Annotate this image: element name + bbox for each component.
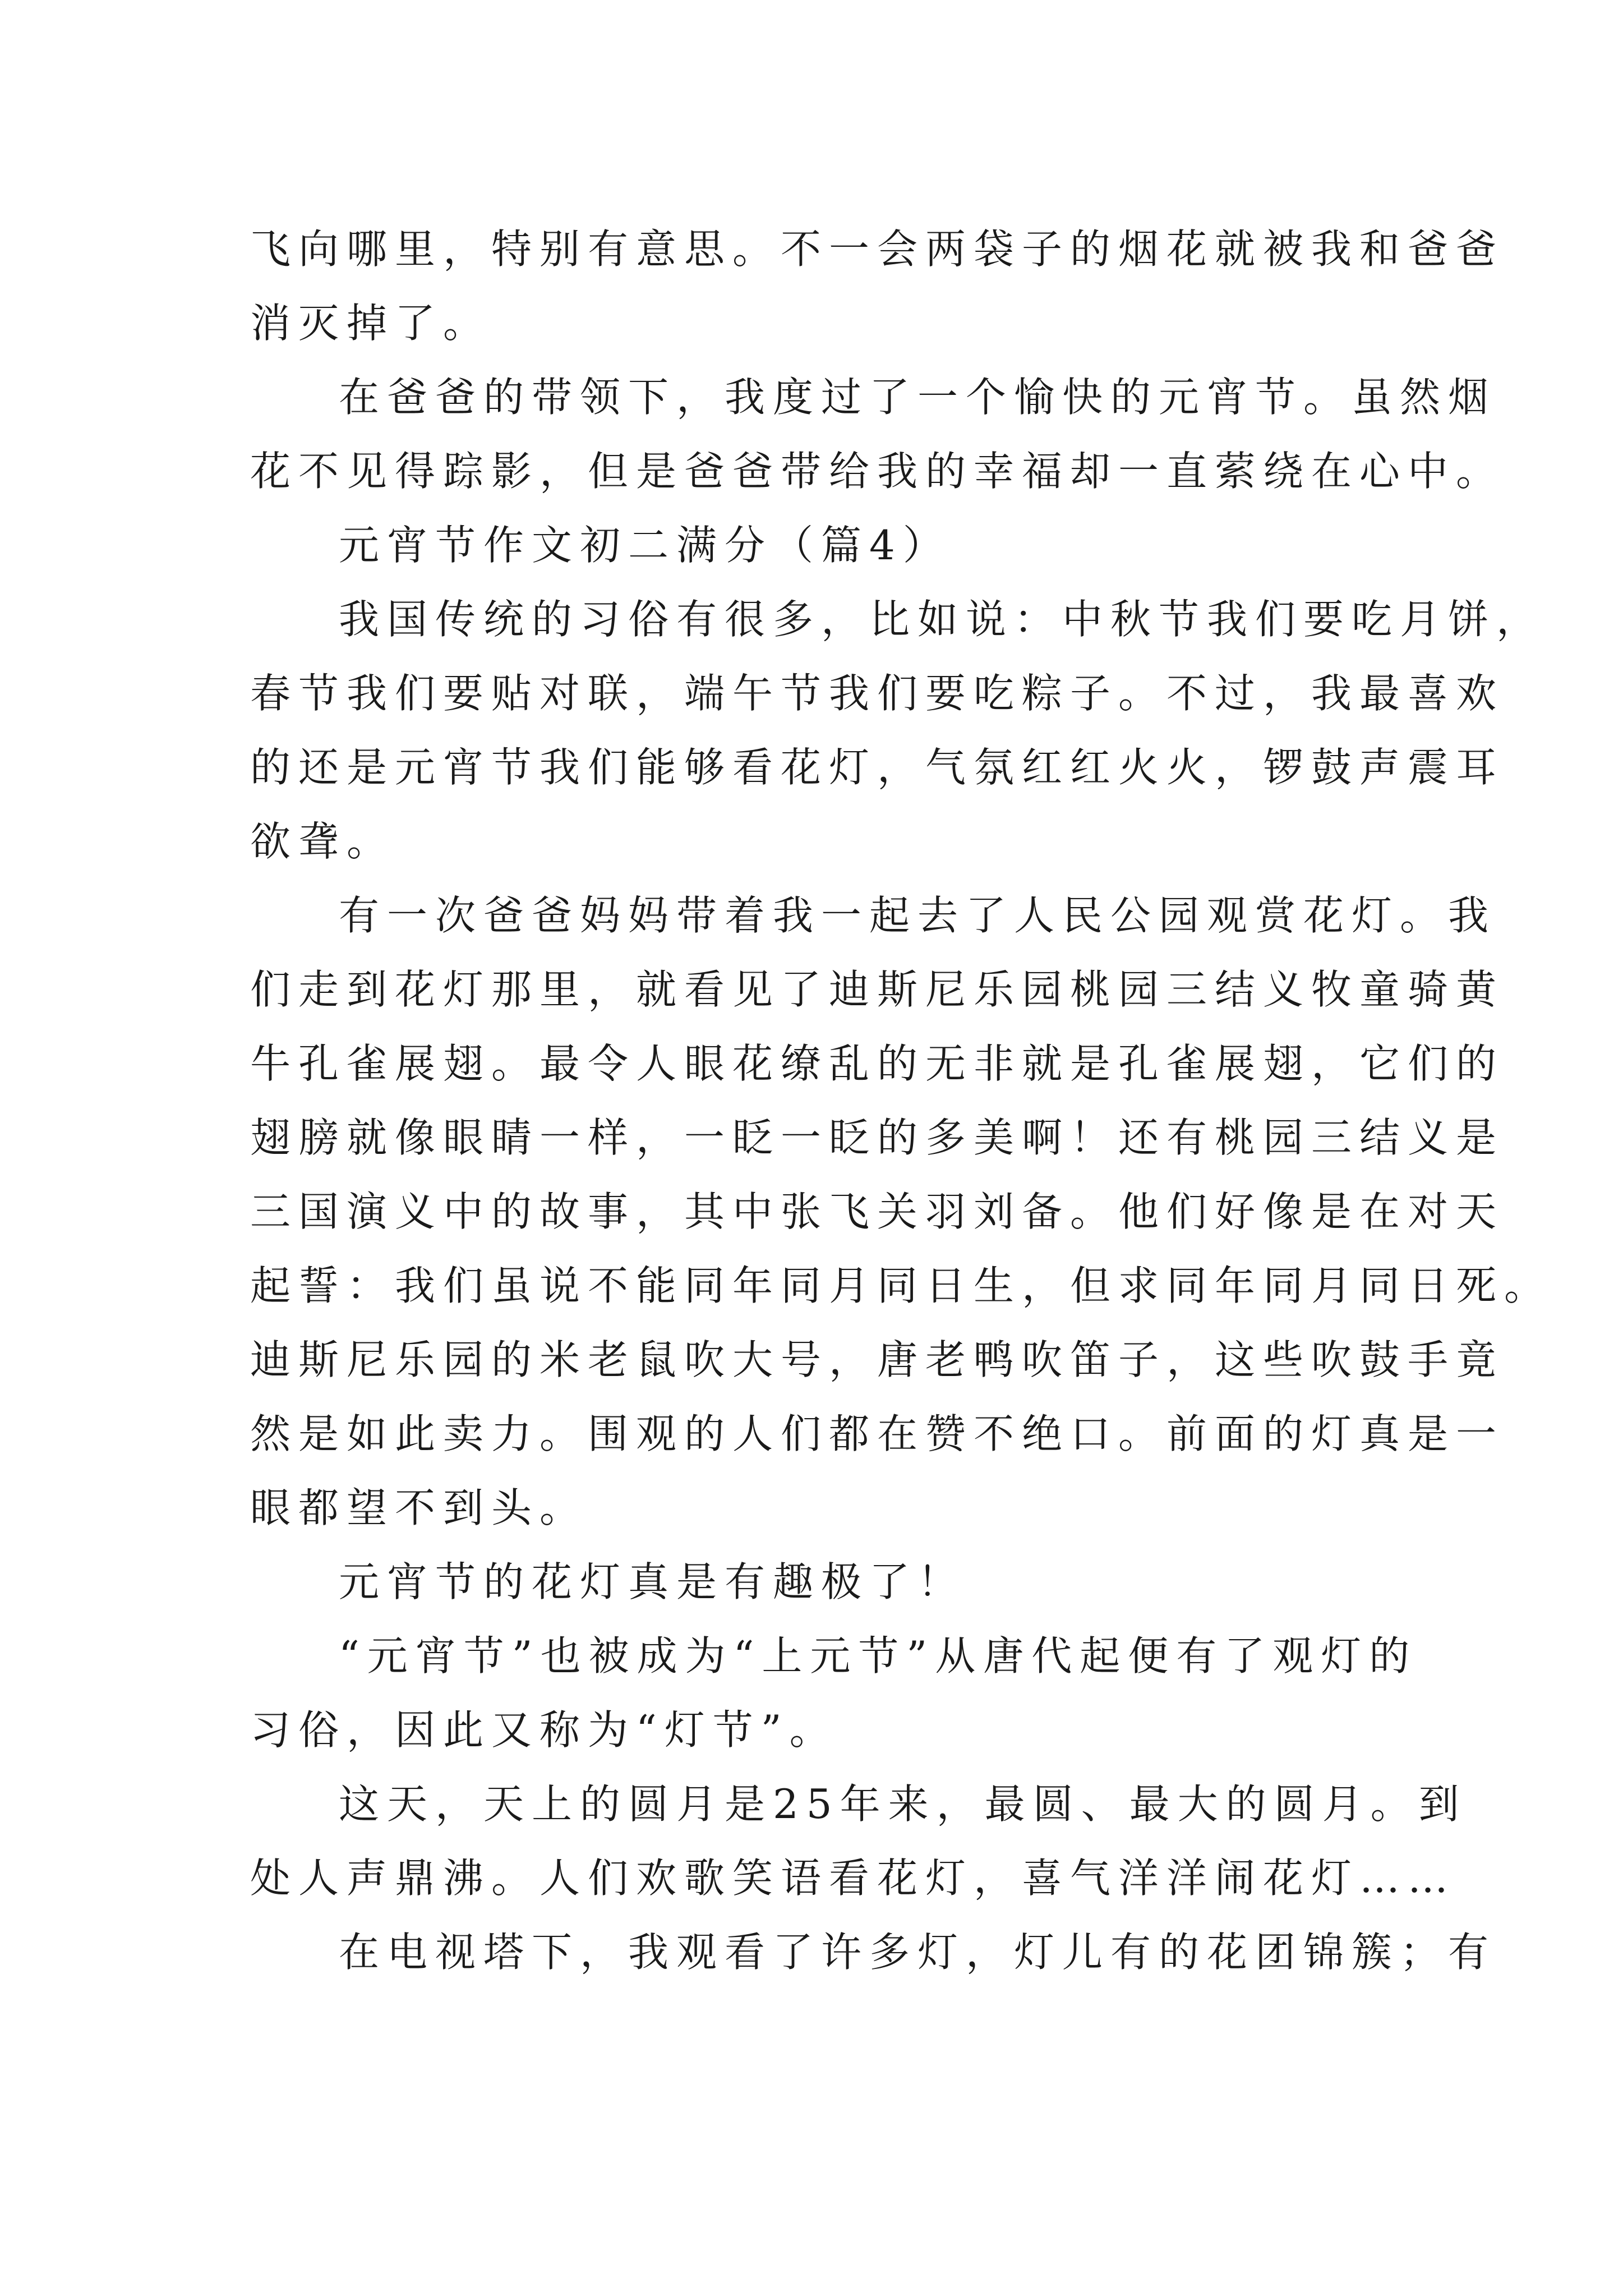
text-line-6: 我国传统的习俗有很多，比如说：中秋节我们要吃月饼， <box>339 596 1545 643</box>
text-line-16: 迪斯尼乐园的米老鼠吹大号，唐老鸭吹笛子，这些吹鼓手竟 <box>250 1336 1505 1383</box>
text-line-18: 眼都望不到头。 <box>250 1484 588 1531</box>
text-line-23: 处人声鼎沸。人们欢歌笑语看花灯，喜气洋洋闹花灯…… <box>250 1855 1456 1902</box>
text-line-22: 这天，天上的圆月是25年来，最圆、最大的圆月。到 <box>339 1780 1467 1828</box>
document-body <box>250 212 1553 1989</box>
text-line-1: 飞向哪里，特别有意思。不一会两袋子的烟花就被我和爸爸 <box>250 226 1505 273</box>
text-line-14: 三国演义中的故事，其中张飞关羽刘备。他们好像是在对天 <box>250 1188 1505 1235</box>
text-line-9: 欲聋。 <box>250 818 395 865</box>
text-line-20: “元宵节”也被成为“上元节”从唐代起便有了观灯的 <box>339 1632 1418 1680</box>
text-line-2: 消灭掉了。 <box>250 300 492 347</box>
text-line-15: 起誓：我们虽说不能同年同月同日生，但求同年同月同日死。 <box>250 1262 1553 1309</box>
text-line-17: 然是如此卖力。围观的人们都在赞不绝口。前面的灯真是一 <box>250 1410 1505 1457</box>
text-line-12: 牛孔雀展翅。最令人眼花缭乱的无非就是孔雀展翅，它们的 <box>250 1040 1505 1087</box>
text-line-8: 的还是元宵节我们能够看花灯，气氛红红火火，锣鼓声震耳 <box>250 744 1505 791</box>
section-heading: 元宵节作文初二满分（篇4） <box>339 522 951 569</box>
text-line-13: 翅膀就像眼睛一样，一眨一眨的多美啊！还有桃园三结义是 <box>250 1114 1505 1161</box>
text-line-19: 元宵节的花灯真是有趣极了！ <box>339 1558 966 1605</box>
text-line-24: 在电视塔下，我观看了许多灯，灯儿有的花团锦簇；有 <box>339 1929 1497 1976</box>
text-line-4: 花不见得踪影，但是爸爸带给我的幸福却一直萦绕在心中。 <box>250 448 1505 495</box>
text-line-3: 在爸爸的带领下，我度过了一个愉快的元宵节。虽然烟 <box>339 374 1497 421</box>
text-line-7: 春节我们要贴对联，端午节我们要吃粽子。不过，我最喜欢 <box>250 670 1505 717</box>
text-line-21: 习俗，因此又称为“灯节”。 <box>250 1706 838 1754</box>
text-line-10: 有一次爸爸妈妈带着我一起去了人民公园观赏花灯。我 <box>339 892 1497 939</box>
text-line-11: 们走到花灯那里，就看见了迪斯尼乐园桃园三结义牧童骑黄 <box>250 966 1505 1013</box>
